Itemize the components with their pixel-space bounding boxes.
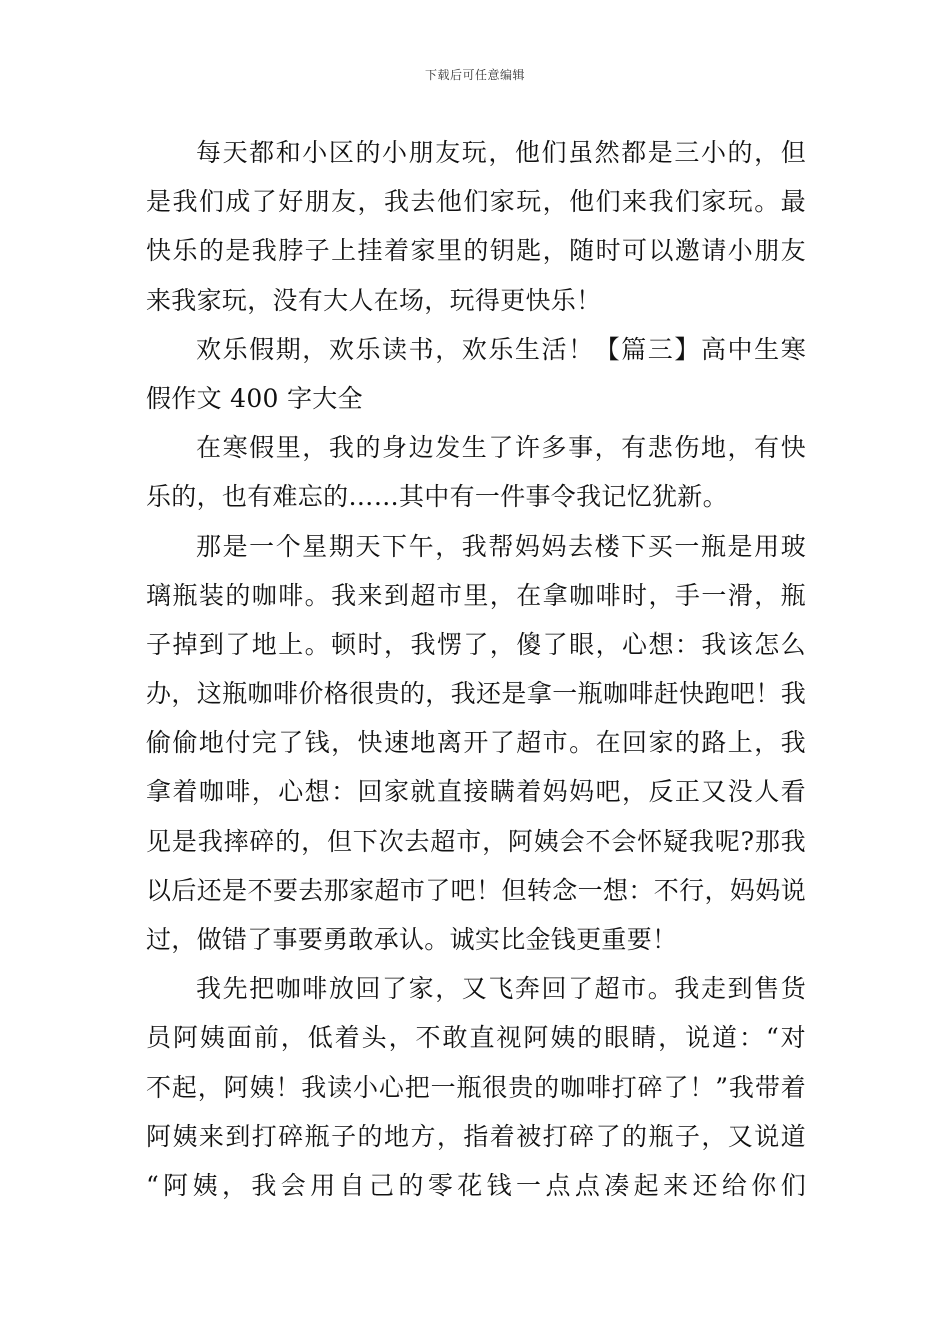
text-line: 璃瓶装的咖啡。我来到超市里，在拿咖啡时，手一滑，瓶	[146, 580, 806, 610]
text-line: 欢乐假期，欢乐读书，欢乐生活！【篇三】高中生寒	[196, 334, 806, 364]
text-line: 以后还是不要去那家超市了吧！但转念一想：不行，妈妈说	[146, 875, 806, 905]
text-line: 快乐的是我脖子上挂着家里的钥匙，随时可以邀请小朋友	[146, 236, 806, 266]
text-line: 过，做错了事要勇敢承认。诚实比金钱更重要！	[146, 925, 678, 954]
text-line: 乐的，也有难忘的……其中有一件事令我记忆犹新。	[146, 482, 728, 512]
text-line: 员阿姨面前，低着头，不敢直视阿姨的眼睛，说道：“对	[146, 1023, 806, 1053]
text-line: “阿姨，我会用自己的零花钱一点点凑起来还给你们	[146, 1170, 806, 1200]
text-line: 不起，阿姨！我读小心把一瓶很贵的咖啡打碎了！”我带着	[146, 1072, 806, 1102]
text-line: 我先把咖啡放回了家，又飞奔回了超市。我走到售货	[196, 974, 806, 1004]
text-line: 阿姨来到打碎瓶子的地方，指着被打碎了的瓶子，又说道	[146, 1121, 806, 1151]
text-line: 偷偷地付完了钱，快速地离开了超市。在回家的路上，我	[146, 728, 806, 758]
text-line: 见是我摔碎的，但下次去超市，阿姨会不会怀疑我呢?那我	[146, 826, 806, 856]
text-line: 办，这瓶咖啡价格很贵的，我还是拿一瓶咖啡赶快跑吧！我	[146, 679, 806, 709]
text-line: 拿着咖啡，心想：回家就直接瞒着妈妈吧，反正又没人看	[146, 777, 806, 807]
text-line: 每天都和小区的小朋友玩，他们虽然都是三小的，但	[196, 138, 806, 167]
text-line: 子掉到了地上。顿时，我愣了，傻了眼，心想：我该怎么	[146, 629, 806, 659]
text-line: 来我家玩，没有大人在场，玩得更快乐！	[146, 285, 602, 315]
text-line: 假作文 400 字大全	[146, 383, 363, 413]
document-body	[146, 128, 806, 1210]
text-line: 在寒假里，我的身边发生了许多事，有悲伤地，有快	[196, 433, 806, 463]
page-header: 下载后可任意编辑	[424, 68, 525, 82]
text-line: 是我们成了好朋友，我去他们家玩，他们来我们家玩。最	[146, 187, 806, 217]
text-line: 那是一个星期天下午，我帮妈妈去楼下买一瓶是用玻	[196, 531, 806, 561]
